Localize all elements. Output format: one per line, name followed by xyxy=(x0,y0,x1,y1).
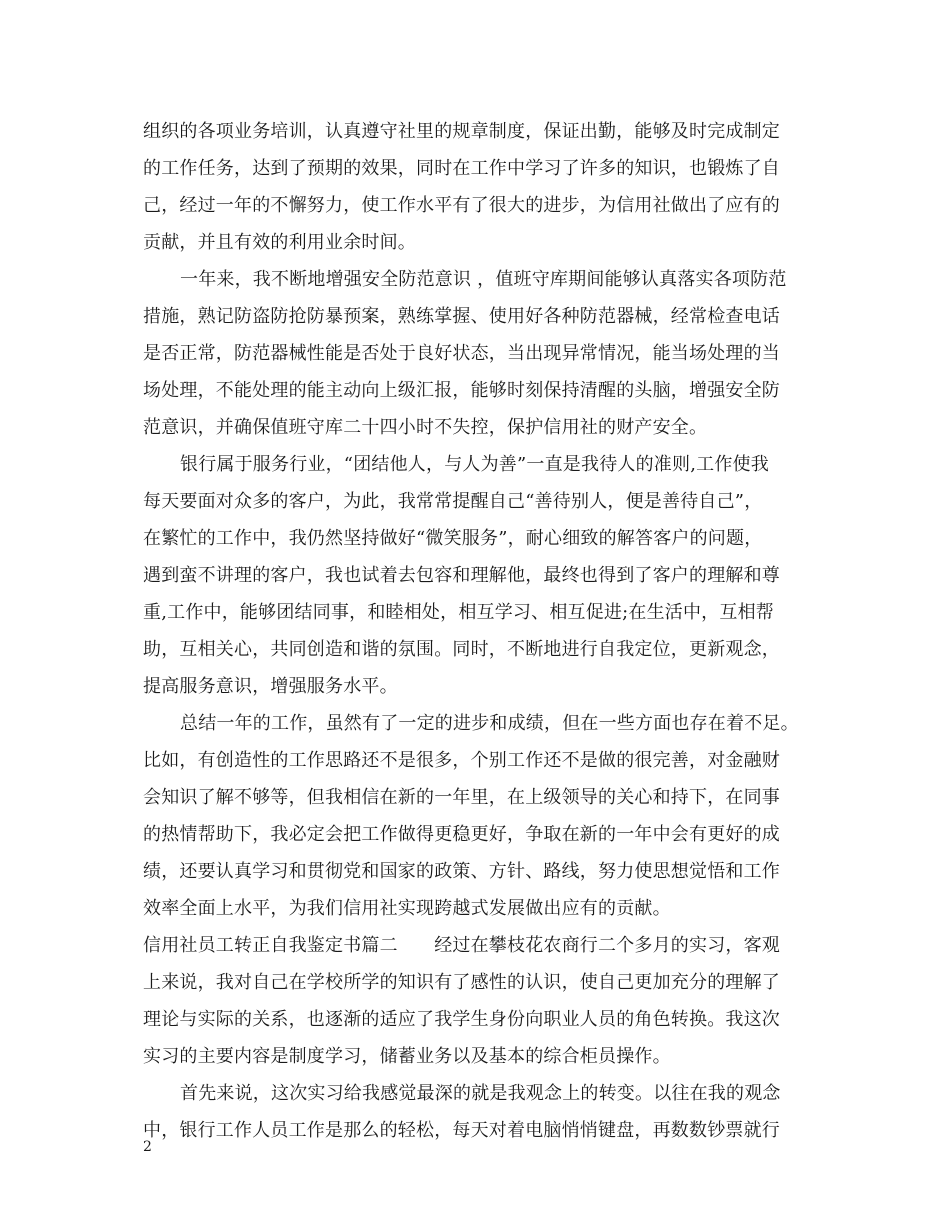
text-line: 场处理，不能处理的能主动向上级汇报，能够时刻保持清醒的头脑，增强安全防 xyxy=(143,380,780,401)
text-line: 会知识了解不够等，但我相信在新的一年里，在上级领导的关心和持下，在同事 xyxy=(143,787,780,808)
text-line: 助，互相关心，共同创造和谐的氛围。同时，不断地进行自我定位，更新观念， xyxy=(143,639,780,660)
text-line: 信用社员工转正自我鉴定书篇二 经过在攀枝花农商行二个多月的实习，客观 xyxy=(143,935,780,956)
text-line: 绩，还要认真学习和贯彻党和国家的政策、方针、路线，努力使思想觉悟和工作 xyxy=(143,861,780,882)
text-line: 遇到蛮不讲理的客户，我也试着去包容和理解他，最终也得到了客户的理解和尊 xyxy=(143,565,780,586)
paragraph-first-line: 一年来，我不断地增强安全防范意识 ，值班守库期间能够认真落实各项防范 xyxy=(180,269,787,290)
document-body xyxy=(143,113,823,1149)
text-line: 范意识，并确保值班守库二十四小时不失控，保护信用社的财产安全。 xyxy=(143,417,708,438)
text-line: 比如，有创造性的工作思路还不是很多，个别工作还不是做的很完善，对金融财 xyxy=(143,750,780,771)
text-line: 的工作任务，达到了预期的效果，同时在工作中学习了许多的知识，也锻炼了自 xyxy=(143,158,780,179)
paragraph-first-line: 总结一年的工作，虽然有了一定的进步和成绩，但在一些方面也存在着不足。 xyxy=(180,713,799,734)
paragraph-first-line: 首先来说，这次实习给我感觉最深的就是我观念上的转变。以往在我的观念 xyxy=(180,1083,781,1104)
text-line: 理论与实际的关系，也逐渐的适应了我学生身份向职业人员的角色转换。我这次 xyxy=(143,1009,780,1030)
text-line: 措施，熟记防盗防抢防暴预案，熟练掌握、使用好各种防范器械，经常检查电话 xyxy=(143,306,780,327)
text-line: 在繁忙的工作中，我仍然坚持做好“微笑服务”，耐心细致的解答客户的问题， xyxy=(143,528,763,549)
text-line: 中，银行工作人员工作是那么的轻松，每天对着电脑悄悄键盘，再数数钞票就行 xyxy=(143,1120,780,1141)
page-number: 2 xyxy=(143,1139,152,1155)
text-line: 实习的主要内容是制度学习，储蓄业务以及基本的综合柜员操作。 xyxy=(143,1046,671,1067)
text-line: 每天要面对众多的客户，为此，我常常提醒自己“善待别人，便是善待自己”， xyxy=(143,491,763,512)
text-line: 贡献，并且有效的利用业余时间。 xyxy=(143,232,416,253)
text-line: 重,工作中，能够团结同事，和睦相处，相互学习、相互促进;在生活中，互相帮 xyxy=(143,602,774,623)
text-line: 提高服务意识，增强服务水平。 xyxy=(143,676,398,697)
text-line: 上来说，我对自己在学校所学的知识有了感性的认识，使自己更加充分的理解了 xyxy=(143,972,780,993)
paragraph-first-line: 银行属于服务行业，“团结他人，与人为善”一直是我待人的准则,工作使我 xyxy=(180,454,769,475)
text-line: 效率全面上水平，为我们信用社实现跨越式发展做出应有的贡献。 xyxy=(143,898,671,919)
text-line: 是否正常，防范器械性能是否处于良好状态，当出现异常情况，能当场处理的当 xyxy=(143,343,780,364)
text-line: 组织的各项业务培训，认真遵守社里的规章制度，保证出勤，能够及时完成制定 xyxy=(143,121,780,142)
text-line: 己，经过一年的不懈努力，使工作水平有了很大的进步，为信用社做出了应有的 xyxy=(143,195,780,216)
text-line: 的热情帮助下，我必定会把工作做得更稳更好，争取在新的一年中会有更好的成 xyxy=(143,824,780,845)
